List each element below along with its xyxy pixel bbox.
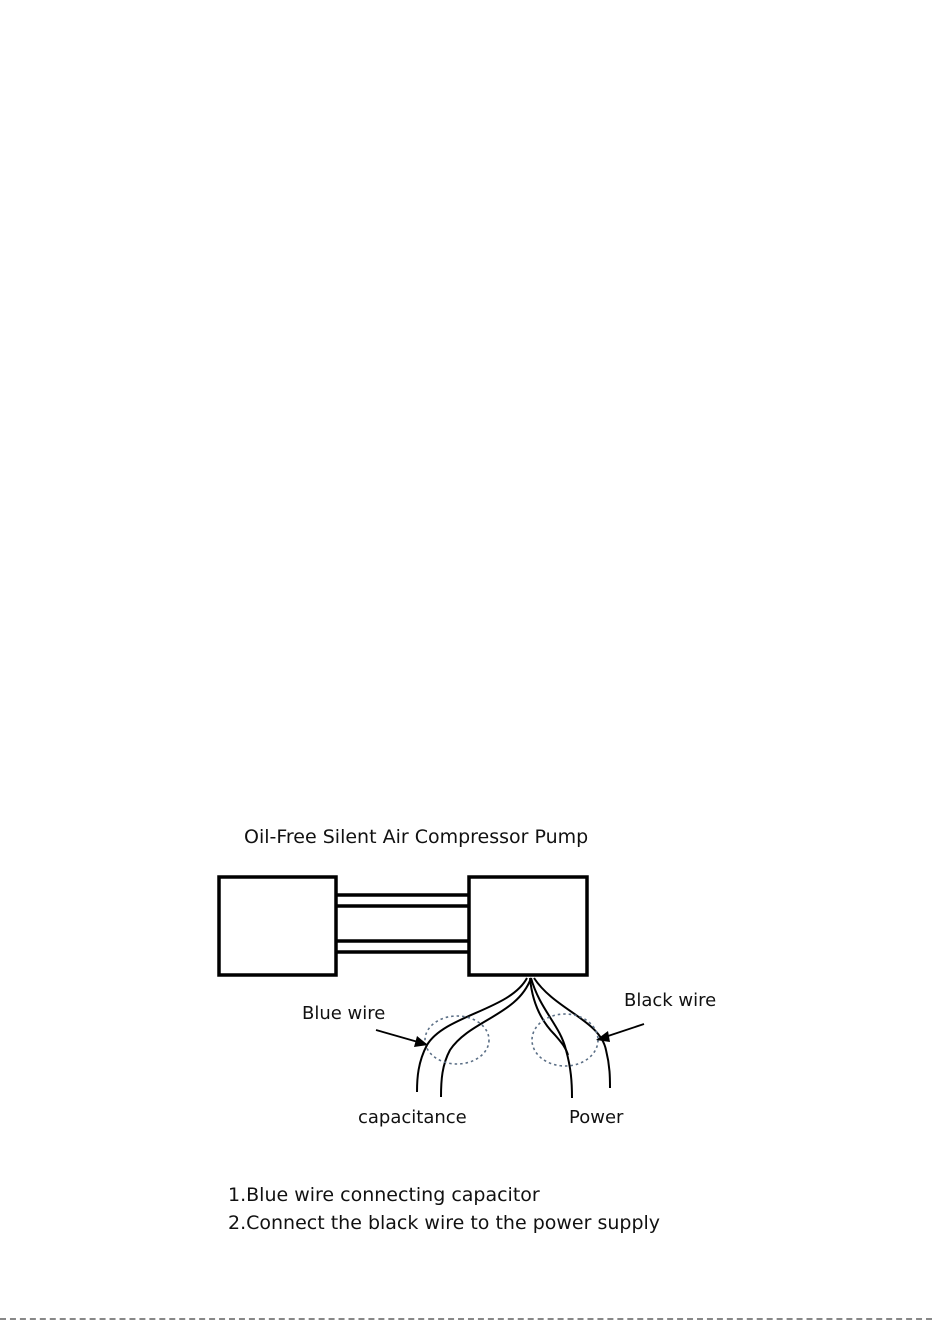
diagram-title: Oil-Free Silent Air Compressor Pump: [244, 826, 589, 848]
blue-wire-dotted-circle: [425, 1016, 489, 1064]
black-wire-arrow: [596, 1024, 644, 1042]
blue-wire-label: Blue wire: [302, 1003, 386, 1024]
capacitance-label: capacitance: [358, 1107, 467, 1128]
instruction-note-1: 1.Blue wire connecting capacitor: [228, 1184, 540, 1206]
instruction-note-2: 2.Connect the black wire to the power supply: [228, 1212, 661, 1234]
left-pump-block: [219, 877, 336, 975]
black-wire-dotted-circle: [532, 1014, 598, 1066]
blue-wires: [417, 978, 531, 1097]
black-wire-label: Black wire: [624, 990, 717, 1011]
power-label: Power: [569, 1107, 624, 1128]
blue-wire-arrow: [376, 1030, 428, 1047]
page-bottom-divider: [0, 1318, 932, 1320]
right-pump-block: [469, 877, 587, 975]
connecting-pipes: [336, 895, 469, 952]
